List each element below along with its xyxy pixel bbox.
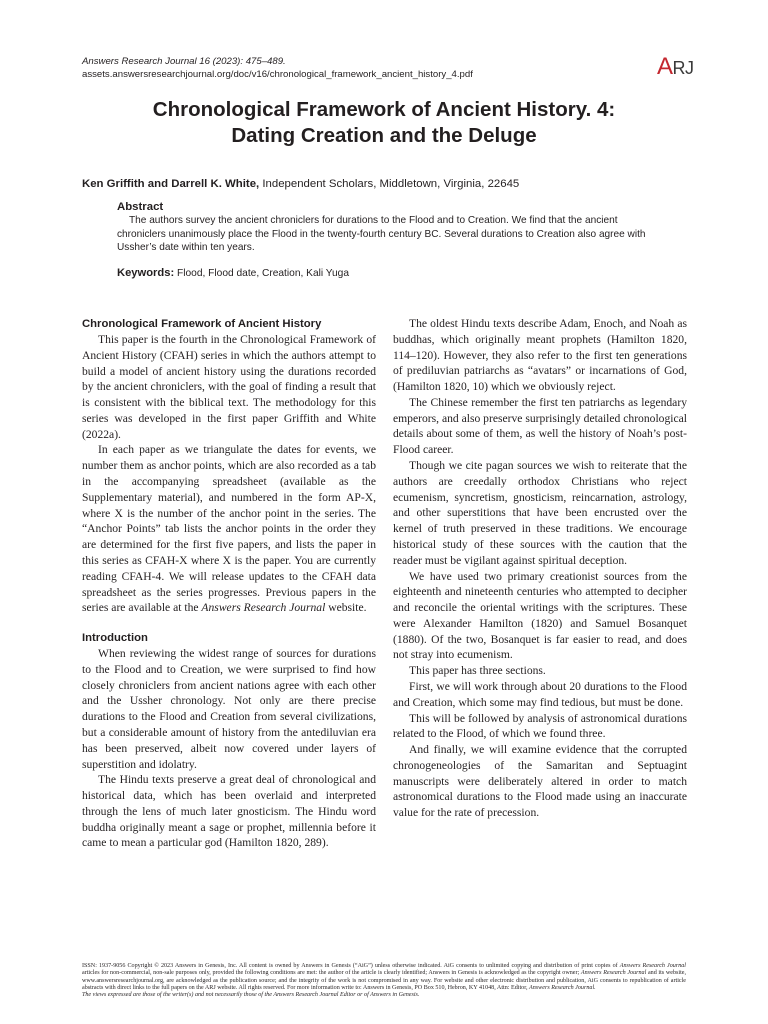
paragraph-text-end: website. xyxy=(325,601,367,615)
paragraph: When reviewing the widest range of sources for durations to the Flood and to Creation, we were surprised to find how closely chroniclers from ancient nations agree with each other and the Ussher chronology. Not only are there precise durations to the Flood and Creation from several civilizations, but a considerable amount of history from the antediluvian era has been preserved, albeit now covered under layers of superstition and idolatry. xyxy=(82,647,376,771)
author-affiliation: Independent Scholars, Middletown, Virginia, 22645 xyxy=(259,178,520,190)
paragraph: The Chinese remember the first ten patriarchs as legendary emperors, and also preserve surprisingly detailed chronological details about some of them, as well the history of Noah’s post-Flood career. xyxy=(393,395,687,457)
views-disclaimer xyxy=(82,992,686,999)
abstract-text: The authors survey the ancient chroniclers for durations to the Flood and to Creation. We find that the ancient chroniclers unanimously place the Flood in the twenty-fourth century BC. Several durations to Creation also agree with Ussher’s date within ten years. xyxy=(117,215,646,253)
keywords-label: Keywords: xyxy=(117,267,175,279)
journal-name-italic: Answers Research Journal xyxy=(201,601,326,615)
paragraph: We have used two primary creationist sources from the eighteenth and nineteenth centuries who attempted to decipher and reconcile the oriental writings with the scriptures. These were Alexander Hamilton (1820) and Samuel Bosanquet (1880). Of the two, Bosanquet is far easier to read, and does not stray into ecumenism. xyxy=(393,569,687,662)
footer-text: articles for non-commercial, non-sale purposes only, provided the following conditions are met: the author of the article is clearly identified; Answers in Genesis is acknowledged as the copyright owner; xyxy=(82,970,581,977)
footer-journal-italic: Answers Research Journal xyxy=(580,970,647,977)
footer-text: and its website, www.answersresearchjournal.org, are acknowledged as the publication source; and the integrity of the work is not compromised in any way. For website and other electronic distribution and publication, AiG consents to republication of article abstracts with direct links to the full papers on the ARJ website. All rights reserved. For more information write to: Answers in Genesis, PO Box 510, Hebron, KY 41048, Attn: Editor, xyxy=(82,970,686,991)
footer-text: Editor or of Answers in Genesis. xyxy=(338,992,420,999)
keywords-values: Flood, Flood date, Creation, Kali Yuga xyxy=(174,268,350,279)
paragraph: This will be followed by analysis of astronomical durations related to the Flood, of which we found three. xyxy=(393,711,687,741)
logo-letters-rj: RJ xyxy=(672,58,694,78)
footer-text: ISSN: 1937-9056 Copyright © 2023 Answers in Genesis, Inc. All content is owned by Answers in Genesis (“AiG”) unless otherwise indicated. AiG consents to unlimited copying and distribution of print copies of xyxy=(82,963,620,969)
section-heading-cfah: Chronological Framework of Ancient History xyxy=(82,318,322,330)
journal-url[interactable]: assets.answersresearchjournal.org/doc/v16/chronological_framework_ancient_history_4.pdf xyxy=(82,68,473,80)
journal-header xyxy=(82,56,682,82)
footer-journal-name: Answers Research Journal xyxy=(273,992,339,999)
keywords xyxy=(117,266,657,281)
left-column xyxy=(82,316,376,851)
journal-reference: Answers Research Journal 16 (2023): 475–489. xyxy=(82,56,286,67)
footer-journal-italic: Answers Research Journal xyxy=(619,963,686,969)
title-line-2: Dating Creation and the Deluge xyxy=(231,124,537,147)
abstract xyxy=(117,200,657,255)
paragraph: The oldest Hindu texts describe Adam, Enoch, and Noah as buddhas, which originally meant prophets (Hamilton 1820, 114–120). However, they also refer to the first ten generations of prediluvian patriarchs as “avatars” or incarnations of God, (Hamilton 1820, 10) which we obviously reject. xyxy=(393,317,687,394)
paragraph: The Hindu texts preserve a great deal of chronological and historical data, which has been overlaid and interpreted through the lens of much later gnosticism. The Hindu word buddha originally meant a sage or prophet, millennia before it came to mean a particular god (Hamilton 1820, 289). xyxy=(82,773,376,850)
footer-journal-italic: Answers Research Journal. xyxy=(529,984,596,991)
right-column xyxy=(393,316,687,821)
paragraph-text: In each paper as we triangulate the dates for events, we number them as anchor points, which are also recorded as a tab in the accompanying spreadsheet (available as the Supplementary material), and numbered in the form AP-X, where X is the number of the anchor point in the series. The “Anchor Points” tab lists the anchor points in the order they are determined for the first five papers, and lists the paper in this series as CFAH-X where X is the paper. You are currently reading CFAH-4. We will release updates to the CFAH data spreadsheet as the series progresses. Previous papers in the series are available at the xyxy=(82,443,376,615)
paragraph: And finally, we will examine evidence that the corrupted chronogeneologies of the Samaritan and Septuagint manuscripts were deliberately altered in order to match astronomical durations to the Flood made using an inaccurate value for the rate of precession. xyxy=(393,743,687,820)
arj-logo xyxy=(657,53,694,81)
abstract-heading: Abstract xyxy=(117,201,164,213)
logo-letter-a: A xyxy=(657,53,673,80)
author-line xyxy=(82,177,702,192)
paragraph: Though we cite pagan sources we wish to reiterate that the authors are creedally orthodox Christians who reject ecumenism, syncretism, gnosticism, reincarnation, astrology, and other superstitions that have been encrusted over the kernel of truth preserved in these traditions. We encourage historical study of these sources with the caution that the reader must be vigilant against spiritual deception. xyxy=(393,459,687,567)
paragraph: First, we will work through about 20 durations to the Flood and Creation, which some may find tedious, but must be done. xyxy=(393,679,687,709)
copyright-footer xyxy=(82,963,686,999)
paper-title xyxy=(82,97,686,149)
paragraph xyxy=(82,442,376,616)
paragraph: This paper is the fourth in the Chronological Framework of Ancient History (CFAH) series in which the authors attempt to build a model of ancient history using the durations recorded by the ancient chroniclers, with the goal of finding a result that is consistent with the biblical text. The methodology for this series was developed in the first paper Griffith and White (2022a). xyxy=(82,333,376,441)
author-names: Ken Griffith and Darrell K. White, xyxy=(82,178,260,190)
footer-text: The views expressed are those of the writer(s) and not necessarily those of the xyxy=(82,992,274,999)
title-line-1: Chronological Framework of Ancient History. 4: xyxy=(152,98,616,121)
paragraph: This paper has three sections. xyxy=(409,664,546,678)
copyright-notice xyxy=(82,963,686,992)
section-heading-introduction: Introduction xyxy=(82,632,148,645)
